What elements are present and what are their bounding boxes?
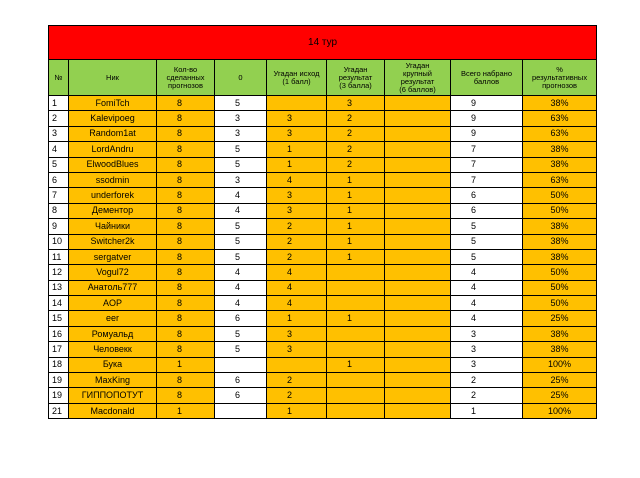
row-total-forecasts: 8 <box>157 142 215 157</box>
row-outcome-count: 1 <box>267 157 327 172</box>
row-percent: 38% <box>523 249 597 264</box>
row-index: 19 <box>49 373 69 388</box>
row-result-count <box>327 373 385 388</box>
row-nick: Random1at <box>69 126 157 141</box>
row-nick: Анатоль777 <box>69 280 157 295</box>
row-nick: Ромуальд <box>69 326 157 341</box>
row-percent: 38% <box>523 157 597 172</box>
row-big-result-count <box>385 172 451 187</box>
header-nick: Ник <box>69 60 157 96</box>
row-nick: Kalevipoeg <box>69 111 157 126</box>
row-points: 3 <box>451 357 523 372</box>
row-percent: 50% <box>523 203 597 218</box>
row-big-result-count <box>385 388 451 403</box>
row-big-result-count <box>385 188 451 203</box>
row-big-result-count <box>385 326 451 341</box>
row-big-result-count <box>385 126 451 141</box>
table-row <box>49 373 597 388</box>
row-points: 9 <box>451 96 523 111</box>
row-nick: sergatver <box>69 249 157 264</box>
row-big-result-count <box>385 311 451 326</box>
table-row <box>49 126 597 141</box>
table-row <box>49 234 597 249</box>
row-result-count: 1 <box>327 188 385 203</box>
row-result-count: 2 <box>327 142 385 157</box>
row-percent: 25% <box>523 311 597 326</box>
row-zero-count: 5 <box>215 142 267 157</box>
row-total-forecasts: 8 <box>157 296 215 311</box>
row-nick: ssodmin <box>69 172 157 187</box>
table-row <box>49 280 597 295</box>
row-outcome-count: 4 <box>267 172 327 187</box>
row-outcome-count: 4 <box>267 265 327 280</box>
row-big-result-count <box>385 249 451 264</box>
row-outcome-count: 3 <box>267 126 327 141</box>
row-index: 10 <box>49 234 69 249</box>
row-index: 7 <box>49 188 69 203</box>
table-row <box>49 188 597 203</box>
row-index: 12 <box>49 265 69 280</box>
row-points: 9 <box>451 111 523 126</box>
row-result-count: 1 <box>327 357 385 372</box>
row-outcome-count: 2 <box>267 388 327 403</box>
table-row <box>49 111 597 126</box>
row-index: 17 <box>49 342 69 357</box>
row-outcome-count: 4 <box>267 280 327 295</box>
row-percent: 38% <box>523 96 597 111</box>
row-outcome-count: 2 <box>267 249 327 264</box>
row-index: 2 <box>49 111 69 126</box>
row-zero-count: 4 <box>215 296 267 311</box>
row-big-result-count <box>385 296 451 311</box>
header-points: Всего набрано баллов <box>451 60 523 96</box>
row-result-count <box>327 326 385 341</box>
table-title: 14 тур <box>49 26 597 60</box>
row-total-forecasts: 1 <box>157 403 215 418</box>
row-result-count <box>327 265 385 280</box>
row-total-forecasts: 8 <box>157 219 215 234</box>
row-big-result-count <box>385 342 451 357</box>
row-zero-count: 3 <box>215 111 267 126</box>
row-total-forecasts: 8 <box>157 172 215 187</box>
row-index: 16 <box>49 326 69 341</box>
row-points: 5 <box>451 234 523 249</box>
row-index: 5 <box>49 157 69 172</box>
row-big-result-count <box>385 403 451 418</box>
table-row <box>49 249 597 264</box>
row-zero-count: 3 <box>215 172 267 187</box>
row-percent: 100% <box>523 357 597 372</box>
row-result-count: 1 <box>327 311 385 326</box>
table-row <box>49 157 597 172</box>
row-result-count: 2 <box>327 111 385 126</box>
row-result-count <box>327 296 385 311</box>
row-outcome-count: 1 <box>267 142 327 157</box>
row-outcome-count: 2 <box>267 219 327 234</box>
row-nick: Vogul72 <box>69 265 157 280</box>
row-nick: underforek <box>69 188 157 203</box>
row-outcome-count <box>267 357 327 372</box>
row-result-count <box>327 342 385 357</box>
row-result-count <box>327 280 385 295</box>
table-row <box>49 172 597 187</box>
row-points: 9 <box>451 126 523 141</box>
row-outcome-count: 1 <box>267 311 327 326</box>
row-result-count: 1 <box>327 203 385 218</box>
row-points: 6 <box>451 203 523 218</box>
row-big-result-count <box>385 265 451 280</box>
row-result-count: 2 <box>327 157 385 172</box>
row-total-forecasts: 8 <box>157 280 215 295</box>
row-zero-count: 6 <box>215 373 267 388</box>
row-percent: 25% <box>523 373 597 388</box>
row-percent: 63% <box>523 172 597 187</box>
row-nick: Дементор <box>69 203 157 218</box>
row-points: 7 <box>451 172 523 187</box>
row-nick: Switcher2k <box>69 234 157 249</box>
row-index: 21 <box>49 403 69 418</box>
row-total-forecasts: 8 <box>157 111 215 126</box>
row-nick: eer <box>69 311 157 326</box>
row-points: 4 <box>451 296 523 311</box>
table-row <box>49 342 597 357</box>
header-zero: 0 <box>215 60 267 96</box>
row-total-forecasts: 8 <box>157 96 215 111</box>
row-index: 19 <box>49 388 69 403</box>
row-big-result-count <box>385 142 451 157</box>
table-row <box>49 403 597 418</box>
row-zero-count: 4 <box>215 188 267 203</box>
row-index: 18 <box>49 357 69 372</box>
row-outcome-count <box>267 96 327 111</box>
row-big-result-count <box>385 373 451 388</box>
row-zero-count: 5 <box>215 249 267 264</box>
row-result-count: 1 <box>327 219 385 234</box>
row-big-result-count <box>385 219 451 234</box>
row-zero-count: 5 <box>215 219 267 234</box>
forecast-table-sheet <box>48 25 596 419</box>
row-nick: MaxKing <box>69 373 157 388</box>
row-outcome-count: 1 <box>267 403 327 418</box>
row-nick: FomiTch <box>69 96 157 111</box>
results-table <box>48 25 597 419</box>
row-zero-count: 6 <box>215 311 267 326</box>
row-percent: 100% <box>523 403 597 418</box>
row-percent: 38% <box>523 234 597 249</box>
row-outcome-count: 3 <box>267 111 327 126</box>
row-outcome-count: 4 <box>267 296 327 311</box>
row-total-forecasts: 1 <box>157 357 215 372</box>
row-result-count: 1 <box>327 249 385 264</box>
table-row <box>49 311 597 326</box>
row-outcome-count: 2 <box>267 234 327 249</box>
row-index: 6 <box>49 172 69 187</box>
table-row <box>49 326 597 341</box>
row-total-forecasts: 8 <box>157 373 215 388</box>
row-big-result-count <box>385 203 451 218</box>
row-nick: Macdonald <box>69 403 157 418</box>
row-outcome-count: 3 <box>267 326 327 341</box>
row-percent: 38% <box>523 342 597 357</box>
row-percent: 50% <box>523 265 597 280</box>
row-result-count: 3 <box>327 96 385 111</box>
row-total-forecasts: 8 <box>157 388 215 403</box>
row-index: 13 <box>49 280 69 295</box>
row-result-count: 2 <box>327 126 385 141</box>
row-big-result-count <box>385 157 451 172</box>
row-percent: 38% <box>523 142 597 157</box>
row-percent: 50% <box>523 296 597 311</box>
row-outcome-count: 3 <box>267 342 327 357</box>
header-percent: % результативных прогнозов <box>523 60 597 96</box>
row-index: 8 <box>49 203 69 218</box>
row-total-forecasts: 8 <box>157 126 215 141</box>
row-total-forecasts: 8 <box>157 157 215 172</box>
row-zero-count: 6 <box>215 388 267 403</box>
row-index: 14 <box>49 296 69 311</box>
row-zero-count: 3 <box>215 126 267 141</box>
table-row <box>49 203 597 218</box>
row-total-forecasts: 8 <box>157 342 215 357</box>
table-row <box>49 296 597 311</box>
row-big-result-count <box>385 280 451 295</box>
row-percent: 50% <box>523 188 597 203</box>
row-zero-count: 5 <box>215 342 267 357</box>
row-points: 7 <box>451 142 523 157</box>
row-nick: LordAndru <box>69 142 157 157</box>
row-zero-count: 4 <box>215 280 267 295</box>
row-points: 4 <box>451 265 523 280</box>
row-points: 5 <box>451 249 523 264</box>
row-index: 9 <box>49 219 69 234</box>
row-zero-count: 4 <box>215 203 267 218</box>
row-points: 3 <box>451 342 523 357</box>
table-row <box>49 265 597 280</box>
header-outcome: Угадан исход (1 балл) <box>267 60 327 96</box>
row-total-forecasts: 8 <box>157 188 215 203</box>
row-nick: Бука <box>69 357 157 372</box>
row-percent: 50% <box>523 280 597 295</box>
row-points: 3 <box>451 326 523 341</box>
row-nick: ГИППОПОТУТ <box>69 388 157 403</box>
row-percent: 63% <box>523 126 597 141</box>
row-outcome-count: 3 <box>267 203 327 218</box>
row-index: 3 <box>49 126 69 141</box>
row-result-count: 1 <box>327 234 385 249</box>
row-index: 15 <box>49 311 69 326</box>
row-zero-count: 5 <box>215 96 267 111</box>
row-total-forecasts: 8 <box>157 265 215 280</box>
table-row <box>49 357 597 372</box>
row-total-forecasts: 8 <box>157 249 215 264</box>
row-index: 4 <box>49 142 69 157</box>
row-zero-count <box>215 403 267 418</box>
row-points: 4 <box>451 280 523 295</box>
row-result-count <box>327 403 385 418</box>
row-nick: Человекк <box>69 342 157 357</box>
row-zero-count: 5 <box>215 326 267 341</box>
row-outcome-count: 3 <box>267 188 327 203</box>
row-points: 4 <box>451 311 523 326</box>
row-percent: 63% <box>523 111 597 126</box>
row-big-result-count <box>385 111 451 126</box>
row-total-forecasts: 8 <box>157 326 215 341</box>
row-points: 5 <box>451 219 523 234</box>
row-points: 7 <box>451 157 523 172</box>
row-percent: 25% <box>523 388 597 403</box>
row-points: 2 <box>451 373 523 388</box>
row-zero-count <box>215 357 267 372</box>
table-row <box>49 388 597 403</box>
header-big-result: Угадан крупный результат (6 баллов) <box>385 60 451 96</box>
row-zero-count: 5 <box>215 157 267 172</box>
row-percent: 38% <box>523 326 597 341</box>
row-outcome-count: 2 <box>267 373 327 388</box>
row-index: 1 <box>49 96 69 111</box>
header-row <box>49 60 597 96</box>
table-row <box>49 96 597 111</box>
row-nick: ElwoodBlues <box>69 157 157 172</box>
row-total-forecasts: 8 <box>157 203 215 218</box>
row-big-result-count <box>385 96 451 111</box>
row-points: 2 <box>451 388 523 403</box>
row-points: 6 <box>451 188 523 203</box>
row-big-result-count <box>385 357 451 372</box>
row-index: 11 <box>49 249 69 264</box>
row-result-count <box>327 388 385 403</box>
row-percent: 38% <box>523 219 597 234</box>
table-row <box>49 142 597 157</box>
header-index: № <box>49 60 69 96</box>
row-big-result-count <box>385 234 451 249</box>
header-total-forecasts: Кол-во сделанных прогнозов <box>157 60 215 96</box>
row-zero-count: 4 <box>215 265 267 280</box>
row-zero-count: 5 <box>215 234 267 249</box>
row-nick: Чайники <box>69 219 157 234</box>
row-nick: AOP <box>69 296 157 311</box>
header-result: Угадан результат (3 балла) <box>327 60 385 96</box>
row-points: 1 <box>451 403 523 418</box>
row-total-forecasts: 8 <box>157 311 215 326</box>
table-row <box>49 219 597 234</box>
row-result-count: 1 <box>327 172 385 187</box>
row-total-forecasts: 8 <box>157 234 215 249</box>
